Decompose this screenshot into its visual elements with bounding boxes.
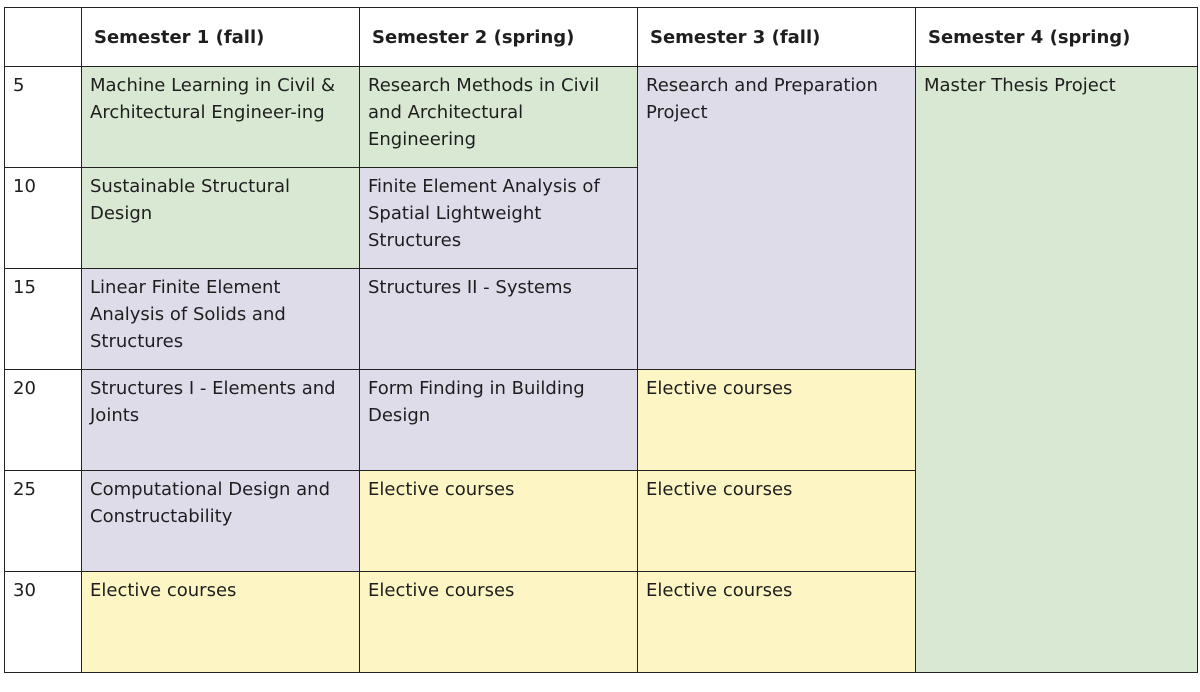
header-semester-4: Semester 4 (spring) — [916, 8, 1198, 67]
course-cell: Sustainable Structural Design — [82, 168, 360, 269]
credit-label: 10 — [5, 168, 82, 269]
course-cell: Elective courses — [360, 572, 638, 673]
course-cell: Machine Learning in Civil & Architectural Engineer-ing — [82, 67, 360, 168]
header-semester-3: Semester 3 (fall) — [638, 8, 916, 67]
course-cell: Elective courses — [360, 471, 638, 572]
course-cell: Research Methods in Civil and Architectural Engineering — [360, 67, 638, 168]
table-row — [5, 67, 1198, 168]
course-cell: Structures II - Systems — [360, 269, 638, 370]
credit-label: 30 — [5, 572, 82, 673]
credit-label: 25 — [5, 471, 82, 572]
course-cell: Elective courses — [638, 370, 916, 471]
course-cell: Elective courses — [638, 572, 916, 673]
curriculum-table-wrapper — [4, 7, 1198, 673]
header-corner — [5, 8, 82, 67]
course-cell: Computational Design and Constructability — [82, 471, 360, 572]
header-semester-1: Semester 1 (fall) — [82, 8, 360, 67]
credit-label: 20 — [5, 370, 82, 471]
course-cell: Structures I - Elements and Joints — [82, 370, 360, 471]
header-row — [5, 8, 1198, 67]
course-cell: Elective courses — [638, 471, 916, 572]
course-cell: Elective courses — [82, 572, 360, 673]
course-cell: Master Thesis Project — [916, 67, 1198, 673]
header-semester-2: Semester 2 (spring) — [360, 8, 638, 67]
course-cell: Form Finding in Building Design — [360, 370, 638, 471]
course-cell: Finite Element Analysis of Spatial Lightweight Structures — [360, 168, 638, 269]
course-cell: Linear Finite Element Analysis of Solids and Structures — [82, 269, 360, 370]
course-cell: Research and Preparation Project — [638, 67, 916, 370]
curriculum-table — [4, 7, 1198, 673]
credit-label: 15 — [5, 269, 82, 370]
credit-label: 5 — [5, 67, 82, 168]
